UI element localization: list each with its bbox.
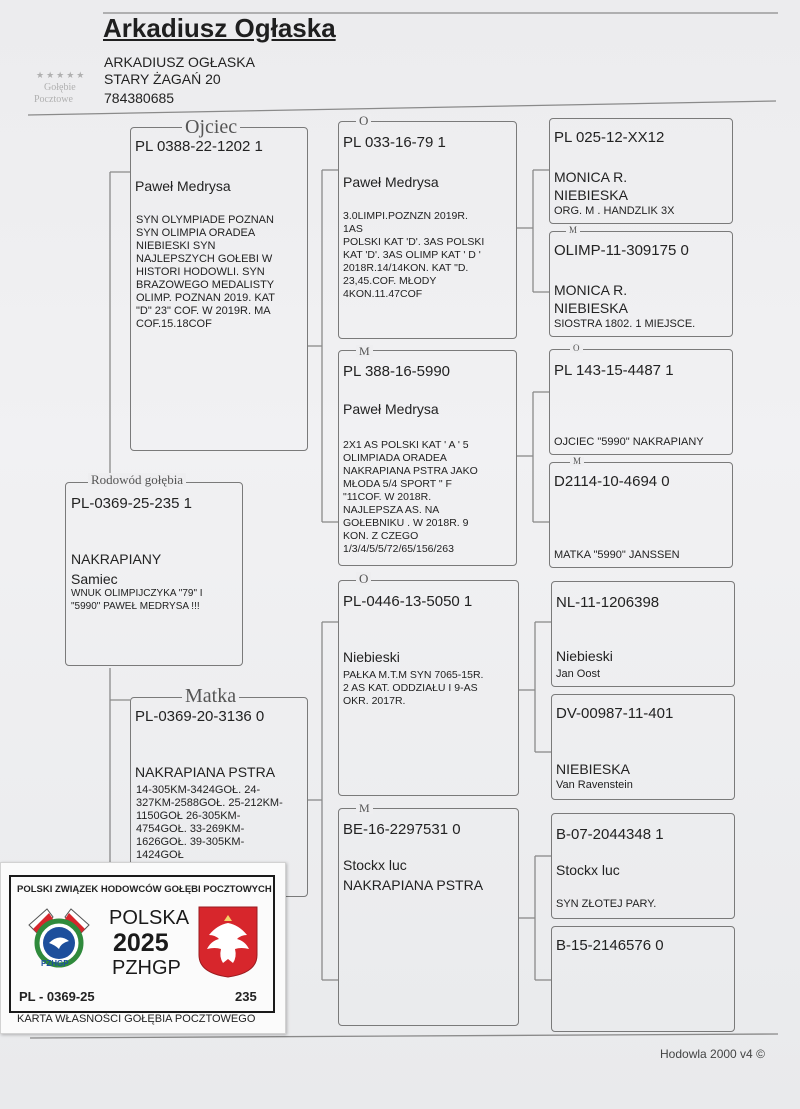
ownership-card (0, 862, 286, 1034)
card-abbr: PZHGP (112, 957, 181, 979)
logo (30, 70, 98, 110)
card-org: POLSKI ZWIĄZEK HODOWCÓW GOŁĘBI POCZTOWYCH (17, 884, 272, 895)
label-o-ff: O (356, 114, 371, 127)
card-bottom: KARTA WŁASNOŚCI GOŁĘBIA POCZTOWEGO (17, 1013, 256, 1025)
bird-sex: Samiec (71, 571, 118, 587)
mff-breeder: Jan Oost (556, 668, 601, 680)
mfm-card (551, 694, 735, 800)
mother-ring: PL-0369-20-3136 0 (135, 708, 265, 725)
ffm-ring: OLIMP-11-309175 0 (554, 242, 689, 259)
mff-card (551, 581, 735, 687)
fmf-card (549, 349, 733, 455)
fff-note: ORG. M . HANDZLIK 3X (554, 205, 675, 217)
ffm-name: MONICA R. (554, 282, 628, 298)
card-country: POLSKA (109, 907, 190, 929)
father-breeder: Paweł Medrysa (135, 178, 231, 194)
ff-details: 3.0LIMPI.POZNZN 2019R. 1AS POLSKI KAT 'D'. 3AS POLSKI KAT 'D'. 3AS OLIMP KAT ' D ' 2018R.14/14KON. KAT "D. 23,45.COF. MŁODY 4KON.11.47COF (343, 210, 485, 300)
bird-ring: PL-0369-25-235 1 (71, 495, 192, 512)
mfm-color: NIEBIESKA (556, 761, 630, 777)
card-ring-right: 235 (235, 989, 257, 1004)
logo-text-2: Pocztowe (34, 94, 73, 105)
card-year: 2025 (113, 929, 169, 957)
mmf-ring: B-07-2044348 1 (556, 826, 664, 843)
label-m-mm: M (356, 802, 373, 814)
ff-card (338, 121, 517, 339)
mf-color: Niebieski (343, 649, 400, 665)
father-details: SYN OLYMPIADE POZNAN SYN OLIMPIA ORADEA NIEBIESKI SYN NAJLEPSZYCH GOŁEBI W HISTORI HODOWLI. SYN BRAZOWEGO MEDALISTY OLIMP. POZNAN 2019. KAT "D" 23" COF. W 2019R. MA COF.15.18COF (136, 214, 275, 330)
page-title: Arkadiusz Ogłaska (103, 13, 336, 43)
fmf-ring: PL 143-15-4487 1 (554, 362, 674, 379)
fff-name: MONICA R. (554, 169, 628, 185)
bird-card (65, 482, 243, 666)
father-ring: PL 0388-22-1202 1 (135, 138, 263, 155)
owner-name: ARKADIUSZ OGŁASKA (104, 54, 255, 70)
card-logo-text: PZHGP (41, 959, 69, 968)
ff-breeder: Paweł Medrysa (343, 174, 439, 190)
card-frame (9, 875, 275, 1013)
fmm-card (549, 462, 733, 568)
mmm-ring: B-15-2146576 0 (556, 937, 664, 954)
mf-ring: PL-0446-13-5050 1 (343, 593, 473, 610)
label-o-mf: O (356, 572, 371, 585)
father-card (130, 127, 308, 451)
mm-color: NAKRAPIANA PSTRA (343, 877, 484, 893)
mm-card (338, 808, 519, 1026)
label-m-fm: M (356, 345, 373, 357)
fm-ring: PL 388-16-5990 (343, 363, 451, 380)
mf-details: PAŁKA M.T.M SYN 7065-15R. 2 AS KAT. ODDZIAŁU I 9-AS OKR. 2017R. (343, 669, 484, 707)
footer-text: Hodowla 2000 v4 © (660, 1047, 765, 1061)
fm-breeder: Paweł Medrysa (343, 401, 439, 417)
mf-card (338, 580, 519, 796)
label-matka: Matka (182, 686, 239, 706)
label-m-fmm: M (570, 457, 584, 466)
label-o-fmf: O (570, 344, 583, 353)
label-m-ffm: M (566, 226, 580, 235)
mff-ring: NL-11-1206398 (556, 594, 660, 611)
mother-details: 14-305KM-3424GOŁ. 24- 327KM-2588GOŁ. 25-212KM- 1150GOŁ 26-305KM- 4754GOŁ. 33-269KM- 1626GOŁ. 39-305KM- 1424GOŁ (136, 784, 283, 861)
mmf-note: SYN ZŁOTEJ PARY. (556, 898, 657, 910)
fmm-note: MATKA "5990" JANSSEN (554, 549, 680, 561)
label-ojciec: Ojciec (182, 117, 240, 137)
logo-text-1: Gołębie (44, 82, 76, 93)
bird-color: NAKRAPIANY (71, 551, 162, 567)
ffm-note: SIOSTRA 1802. 1 MIEJSCE. (554, 318, 696, 330)
star-icon: ★★★★★ (36, 70, 87, 80)
ffm-card (549, 231, 733, 337)
fff-card (549, 118, 733, 224)
mff-color: Niebieski (556, 648, 613, 664)
fmf-note: OJCIEC "5990" NAKRAPIANY (554, 436, 704, 448)
owner-address: STARY ŻAGAŃ 20 (104, 71, 221, 87)
label-rodowod: Rodowód gołębia (88, 473, 186, 486)
mmm-card (551, 926, 735, 1032)
mmf-breeder: Stockx luc (556, 862, 620, 878)
eagle-icon (197, 905, 259, 979)
fff-color: NIEBIESKA (554, 187, 628, 203)
bird-note: WNUK OLIMPIJCZYKA "79" I "5990" PAWEŁ MEDRYSA !!! (71, 588, 203, 612)
mother-color: NAKRAPIANA PSTRA (135, 764, 276, 780)
mfm-ring: DV-00987-11-401 (556, 705, 674, 722)
ff-ring: PL 033-16-79 1 (343, 134, 446, 151)
fff-ring: PL 025-12-XX12 (554, 129, 665, 146)
fmm-ring: D2114-10-4694 0 (554, 473, 670, 490)
owner-phone: 784380685 (104, 90, 175, 106)
card-ring-left: PL - 0369-25 (19, 989, 95, 1004)
mm-breeder: Stockx luc (343, 857, 407, 873)
fm-details: 2X1 AS POLSKI KAT ' A ' 5 OLIMPIADA ORADEA NAKRAPIANA PSTRA JAKO MŁODA 5/4 SPORT " F "11COF. W 2018R. NAJLEPSZA AS. NA GOŁEBNIKU . W 2018R. 9 KON. Z CZEGO 1/3/4/5/5/72/65/156/263 (343, 439, 478, 555)
ffm-color: NIEBIESKA (554, 300, 628, 316)
mfm-breeder: Van Ravenstein (556, 779, 633, 791)
mm-ring: BE-16-2297531 0 (343, 821, 461, 838)
mmf-card (551, 813, 735, 919)
fm-card (338, 350, 517, 566)
